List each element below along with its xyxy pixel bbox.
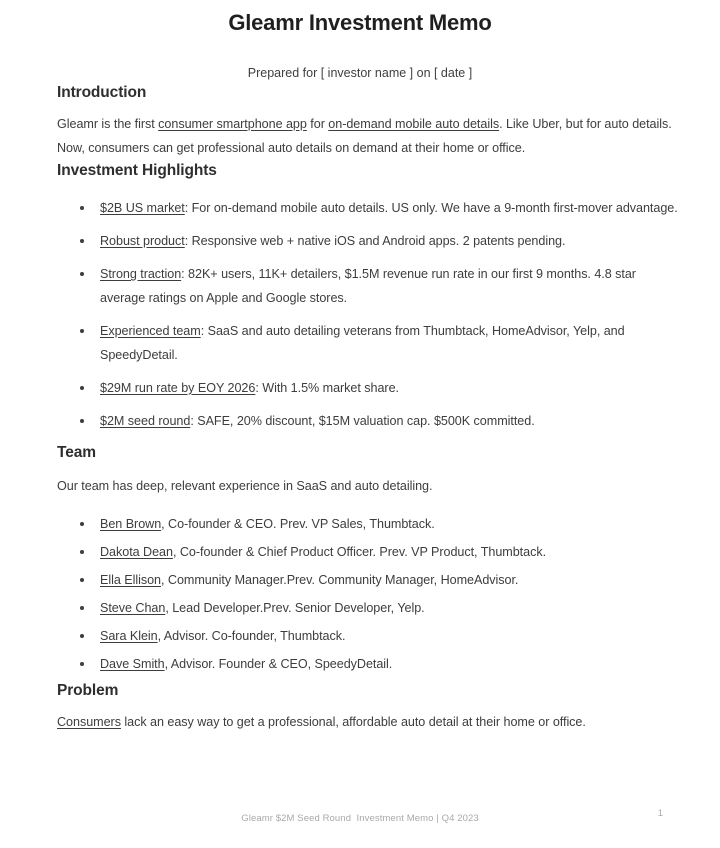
list-item [57,568,680,592]
intro-link-consumer-smartphone-app[interactable]: consumer smartphone app [158,117,307,131]
footer-text: Gleamr $2M Seed Round Investment Memo | Q4 2023 [241,813,479,824]
team-member-role: , Co-founder & Chief Product Officer. Prev. VP Product, Thumbtack. [172,545,547,559]
team-intro-paragraph: Our team has deep, relevant experience in SaaS and auto detailing. [57,479,433,493]
team-member-name: Dakota Dean [100,545,173,559]
list-item [57,376,680,400]
bullet-icon [80,512,85,536]
team-member-name: Sara Klein [100,629,158,643]
team-member-name: Ella Ellison [100,573,161,587]
highlight-lead: Strong traction [100,267,182,281]
section-heading-introduction: Introduction [57,84,147,101]
problem-paragraph [57,702,680,734]
team-member-role: , Community Manager.Prev. Community Manager, HomeAdvisor. [161,573,519,587]
highlight-rest: : 82K+ users, 11K+ detailers, $1.5M revenue run rate in our first 9 months. 4.8 star average ratings on Apple and Google stores. [100,267,636,305]
highlight-rest: : Responsive web + native iOS and Android apps. 2 patents pending. [184,234,566,248]
document-subtitle: Prepared for [ investor name ] on [ date ] [247,66,473,80]
list-item [57,196,680,220]
list-item [57,652,680,676]
list-item [57,229,680,253]
problem-link-consumers[interactable]: Consumers [57,715,121,729]
page-footer [0,808,720,826]
intro-text-part1: Gleamr is the first [57,117,159,131]
highlight-rest: : For on-demand mobile auto details. US only. We have a 9-month first-mover advantage. [184,201,678,215]
highlight-lead: Robust product [100,234,185,248]
list-item [57,262,680,310]
team-member-role: , Advisor. Founder & CEO, SpeedyDetail. [164,657,393,671]
bullet-icon [80,540,85,564]
bullet-icon [80,568,85,592]
intro-link-on-demand-mobile-auto-details[interactable]: on-demand mobile auto details [328,117,500,131]
list-item [57,596,680,620]
bullet-icon [80,624,85,648]
bullet-icon [80,596,85,620]
bullet-icon [80,229,85,253]
problem-text: lack an easy way to get a professional, affordable auto detail at their home or office. [120,715,586,729]
document-title: Gleamr Investment Memo [228,10,492,35]
team-member-role: , Co-founder & CEO. Prev. VP Sales, Thumbtack. [161,517,435,531]
intro-text-part3: . Like Uber, but for auto details. Now, consumers can get professional auto details on demand at their home or office. [57,117,672,155]
team-member-name: Dave Smith [100,657,165,671]
list-item [57,512,680,536]
bullet-icon [80,319,85,343]
team-member-role: , Advisor. Co-founder, Thumbtack. [157,629,346,643]
list-item [57,319,680,367]
introduction-paragraph [57,104,680,160]
highlight-rest: : SaaS and auto detailing veterans from Thumbtack, HomeAdvisor, Yelp, and SpeedyDetail. [100,324,625,362]
team-members-list [57,498,680,676]
bullet-icon [80,376,85,400]
investment-highlights-list [57,182,680,433]
bullet-icon [80,262,85,286]
footer-page-number: 1 [657,808,663,819]
bullet-icon [80,652,85,676]
footer-inner [57,808,663,826]
list-item [57,409,680,433]
list-item [57,540,680,564]
document-body [0,82,720,734]
highlight-rest: : SAFE, 20% discount, $15M valuation cap. $500K committed. [190,414,535,428]
intro-text-part2: for [306,117,329,131]
highlight-lead: $2M seed round [100,414,191,428]
team-member-name: Steve Chan [100,601,166,615]
bullet-icon [80,409,85,433]
team-member-role: , Lead Developer.Prev. Senior Developer, Yelp. [165,601,425,615]
team-member-name: Ben Brown [100,517,162,531]
list-item [57,624,680,648]
highlight-lead: $2B US market [100,201,185,215]
highlight-lead: Experienced team [100,324,201,338]
bullet-icon [80,196,85,220]
highlight-lead: $29M run rate by EOY 2026 [100,381,256,395]
section-heading-problem: Problem [57,682,119,699]
highlight-rest: : With 1.5% market share. [255,381,399,395]
section-heading-team: Team [57,444,96,461]
section-heading-investment-highlights: Investment Highlights [57,162,217,179]
